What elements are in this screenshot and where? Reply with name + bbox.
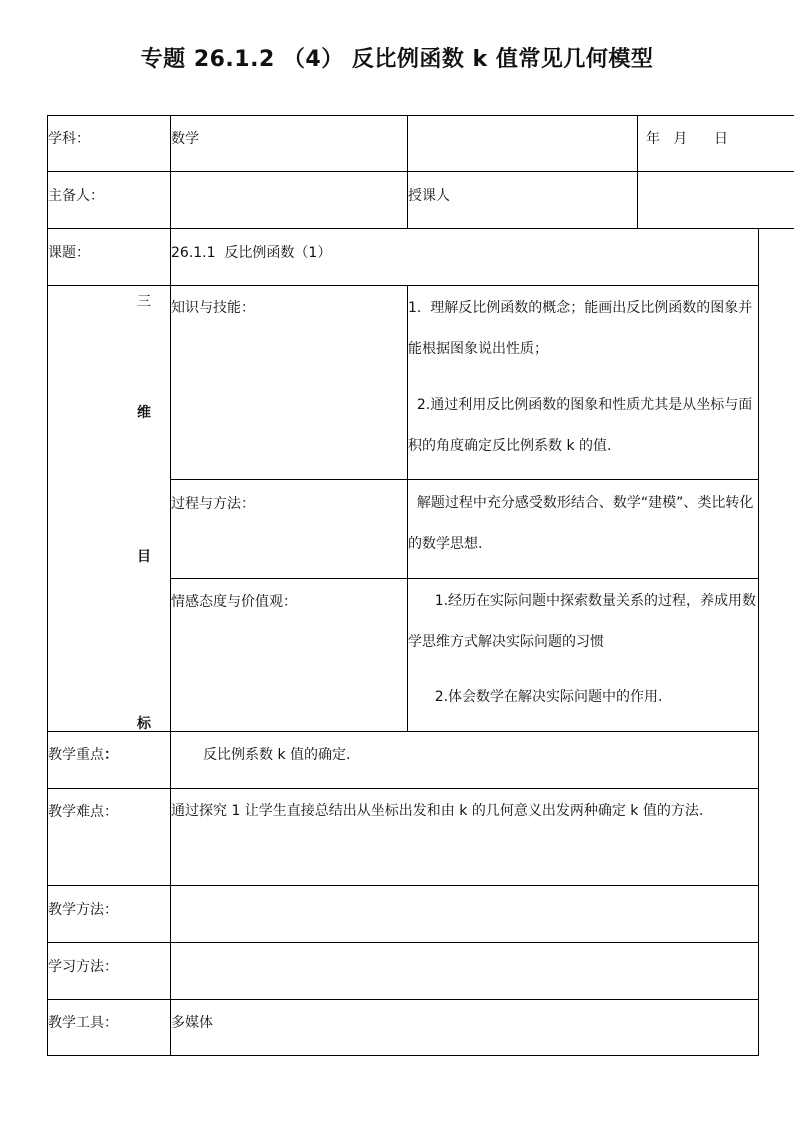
knowledge-label: 知识与技能：	[171, 300, 255, 316]
subject-value: 数学	[171, 131, 199, 147]
grid-line-knowledge-bottom	[170, 479, 758, 480]
subject-label: 学科：	[48, 131, 90, 147]
grid-line-bottom	[47, 1055, 759, 1056]
date-field: 年 月 日	[646, 131, 729, 147]
grid-line-mid-col-top	[407, 115, 408, 228]
topic-value: 26.1.1 反比例函数（1）	[171, 245, 332, 261]
topic-label: 课题：	[48, 245, 90, 261]
process-para-1: 解题过程中充分感受数形结合、数学“建模”、类比转化的数学思想.	[408, 495, 754, 552]
grid-line-difficulty-bottom	[47, 885, 758, 886]
learning-method-label: 学习方法：	[48, 959, 118, 975]
objectives-side-char-3: 目	[137, 549, 151, 565]
teaching-tools-label: 教学工具：	[48, 1015, 118, 1031]
preparer-label: 主备人：	[48, 188, 104, 204]
grid-line-process-bottom	[170, 578, 758, 579]
teaching-tools-value: 多媒体	[171, 1015, 213, 1031]
key-point-label	[48, 745, 118, 765]
teaching-method-label: 教学方法：	[48, 902, 118, 918]
grid-line-method-bottom	[47, 942, 758, 943]
key-point-value: 反比例系数 k 值的确定.	[203, 747, 351, 763]
grid-line-row2	[47, 228, 794, 229]
grid-line-row1	[47, 171, 794, 172]
knowledge-para-2: 2.通过利用反比例函数的图象和性质尤其是从坐标与面积的角度确定反比例系数 k 的值.	[408, 397, 753, 454]
grid-line-date-col	[637, 115, 638, 228]
grid-line-keypoint-bottom	[47, 788, 758, 789]
emotion-para-1: 1.经历在实际问题中探索数量关系的过程，养成用数学思维方式解决实际问题的习惯	[408, 593, 757, 650]
key-point-label-text: 教学重点	[48, 747, 104, 763]
grid-line-row3	[47, 285, 758, 286]
objectives-side-char-1: 三	[137, 294, 151, 310]
grid-line-top	[47, 115, 794, 116]
knowledge-para-1: 1. 理解反比例函数的概念；能画出反比例函数的图象并能根据图象说出性质；	[408, 300, 753, 357]
page-title: 专题 26.1.2 （4） 反比例函数 k 值常见几何模型	[140, 47, 654, 72]
lecturer-label: 授课人	[408, 188, 450, 204]
objectives-side-char-2: 维	[137, 405, 151, 421]
objectives-side-char-4: 标	[137, 716, 151, 732]
emotion-para-2: 2.体会数学在解决实际问题中的作用.	[408, 689, 663, 705]
grid-line-learning-bottom	[47, 999, 758, 1000]
difficulty-label: 教学难点：	[48, 804, 118, 820]
difficulty-value: 通过探究 1 让学生直接总结出从坐标出发和由 k 的几何意义出发两种确定 k 值的方法.	[171, 803, 704, 819]
emotion-label: 情感态度与价值观：	[171, 594, 297, 610]
process-label: 过程与方法：	[171, 496, 255, 512]
key-point-label-colon: ：	[104, 747, 118, 763]
